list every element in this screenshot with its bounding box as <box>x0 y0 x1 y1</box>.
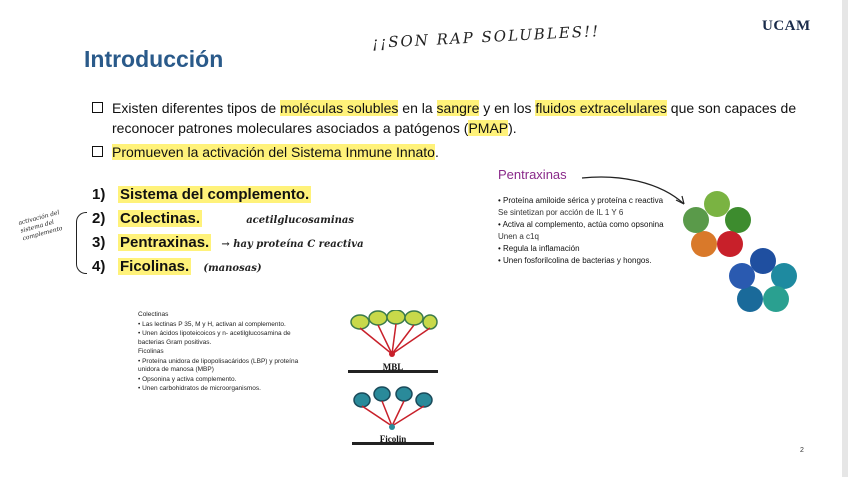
list-item: • Regula la inflamación <box>498 244 580 253</box>
slide-title: Introducción <box>84 46 224 72</box>
list-label: Sistema del complemento. <box>120 186 310 203</box>
handwritten-note: acetilglucosaminas <box>246 215 355 226</box>
ficolin-figure <box>352 386 434 445</box>
list-item: • Unen carbohidratos de microorganismos. <box>138 385 261 392</box>
list-item: • Unen fosforilcolina de bacterias y hongos. <box>498 256 652 265</box>
list-item: • Las lectinas P 35, M y H, activan al complemento. <box>138 320 286 328</box>
list-item-text: Unen ácidos lipoteicoicos y n- acetilglucosamina de bacterias Gram positivas. <box>138 330 291 346</box>
bullet-1-text-b: en la <box>398 100 437 116</box>
list-label: Ficolinas. <box>120 258 190 275</box>
list-label: Colectinas. <box>120 210 201 227</box>
pentraxinas-title: Pentraxinas <box>498 167 567 182</box>
bullet-1-text-e: ). <box>508 120 517 136</box>
colectinas-ficolinas-block <box>138 311 318 395</box>
list-item: • Proteína unidora de lipopolisacáridos (LBP) y proteína unidora de manosa (MBP) <box>138 357 299 373</box>
checkbox-bullet-icon <box>92 102 103 113</box>
ficolin-label: Ficolin <box>379 434 407 444</box>
highlight-sangre: sangre <box>436 100 480 116</box>
bullet-1-text-d: que son capaces de reconocer patrones moleculares asociados a patógenos ( <box>112 100 797 136</box>
list-number: 2) <box>92 210 106 227</box>
brace-icon <box>76 212 87 274</box>
highlight-promueven: Promueven la activación del Sistema Inmune Innato <box>112 144 435 160</box>
window-edge <box>842 0 848 477</box>
handwritten-side-note: activación del sistema del complemento <box>17 209 64 243</box>
list-item-text: Unen carbohidratos de microorganismos. <box>142 385 261 392</box>
list-item: • Activa al complemento, actúa como opsonina <box>498 220 664 229</box>
handwritten-note: → hay proteína C reactiva <box>221 239 364 250</box>
list-item <box>92 210 354 227</box>
handwritten-note-top: ¡¡SON RAP SOLUBLES!! <box>371 22 601 52</box>
pentraxinas-list <box>498 196 678 268</box>
bullet-1-text-a: Existen diferentes tipos de <box>112 100 281 116</box>
bullet-1-text-c: y en los <box>479 100 536 116</box>
mbl-label: MBL <box>382 362 404 372</box>
mbl-molecule-icon <box>348 310 438 362</box>
list-number: 3) <box>92 234 106 251</box>
list-item <box>92 186 311 203</box>
ficolin-molecule-icon <box>352 386 434 432</box>
list-item-text: Opsonina y activa complemento. <box>142 375 237 383</box>
list-item <box>498 208 678 218</box>
list-item: • Proteína amiloide sérica y proteína c reactiva <box>498 196 664 205</box>
list-item-text: Regula la inflamación <box>503 244 580 253</box>
list-item-text: Activa al complemento, actúa como opsonina <box>502 220 664 229</box>
list-item <box>92 234 364 251</box>
highlight-pmap: PMAP <box>468 120 509 136</box>
handwritten-note: (manosas) <box>203 263 262 274</box>
bullet-1 <box>92 98 832 138</box>
list-item-text: Unen a c1q <box>498 232 539 241</box>
checkbox-bullet-icon <box>92 146 103 157</box>
highlight-moleculas: moléculas solubles <box>280 100 399 116</box>
bullet-2 <box>92 142 832 162</box>
list-item-text: Unen fosforilcolina de bacterias y hongos. <box>503 256 652 265</box>
colectinas-heading: Colectinas <box>138 311 169 318</box>
slide-number: 2 <box>800 447 804 454</box>
list-item-text: Proteína unidora de lipopolisacáridos (LBP) y proteína unidora de manosa (MBP) <box>138 357 299 373</box>
ucam-logo: UCAM <box>762 18 811 34</box>
pentraxin-molecule-image-2 <box>728 248 798 314</box>
list-item-text: Las lectinas P 35, M y H, activan al complemento. <box>142 320 286 328</box>
bullet-2-period: . <box>434 144 439 160</box>
list-item: • Unen ácidos lipoteicoicos y n- acetilglucosamina de bacterias Gram positivas. <box>138 330 291 346</box>
list-number: 1) <box>92 186 106 203</box>
list-number: 4) <box>92 258 106 275</box>
list-item-text: Se sintetizan por acción de IL 1 Y 6 <box>498 208 624 217</box>
list-item-text: Proteína amiloide sérica y proteína c reactiva <box>503 196 664 205</box>
ficolinas-heading: Ficolinas <box>138 348 164 355</box>
list-label: Pentraxinas. <box>120 234 210 251</box>
list-item <box>498 232 678 242</box>
mbl-figure <box>348 310 438 373</box>
highlight-fluidos: fluidos extracelulares <box>535 100 667 116</box>
list-item: • Opsonina y activa complemento. <box>138 375 237 383</box>
list-item <box>92 258 262 275</box>
